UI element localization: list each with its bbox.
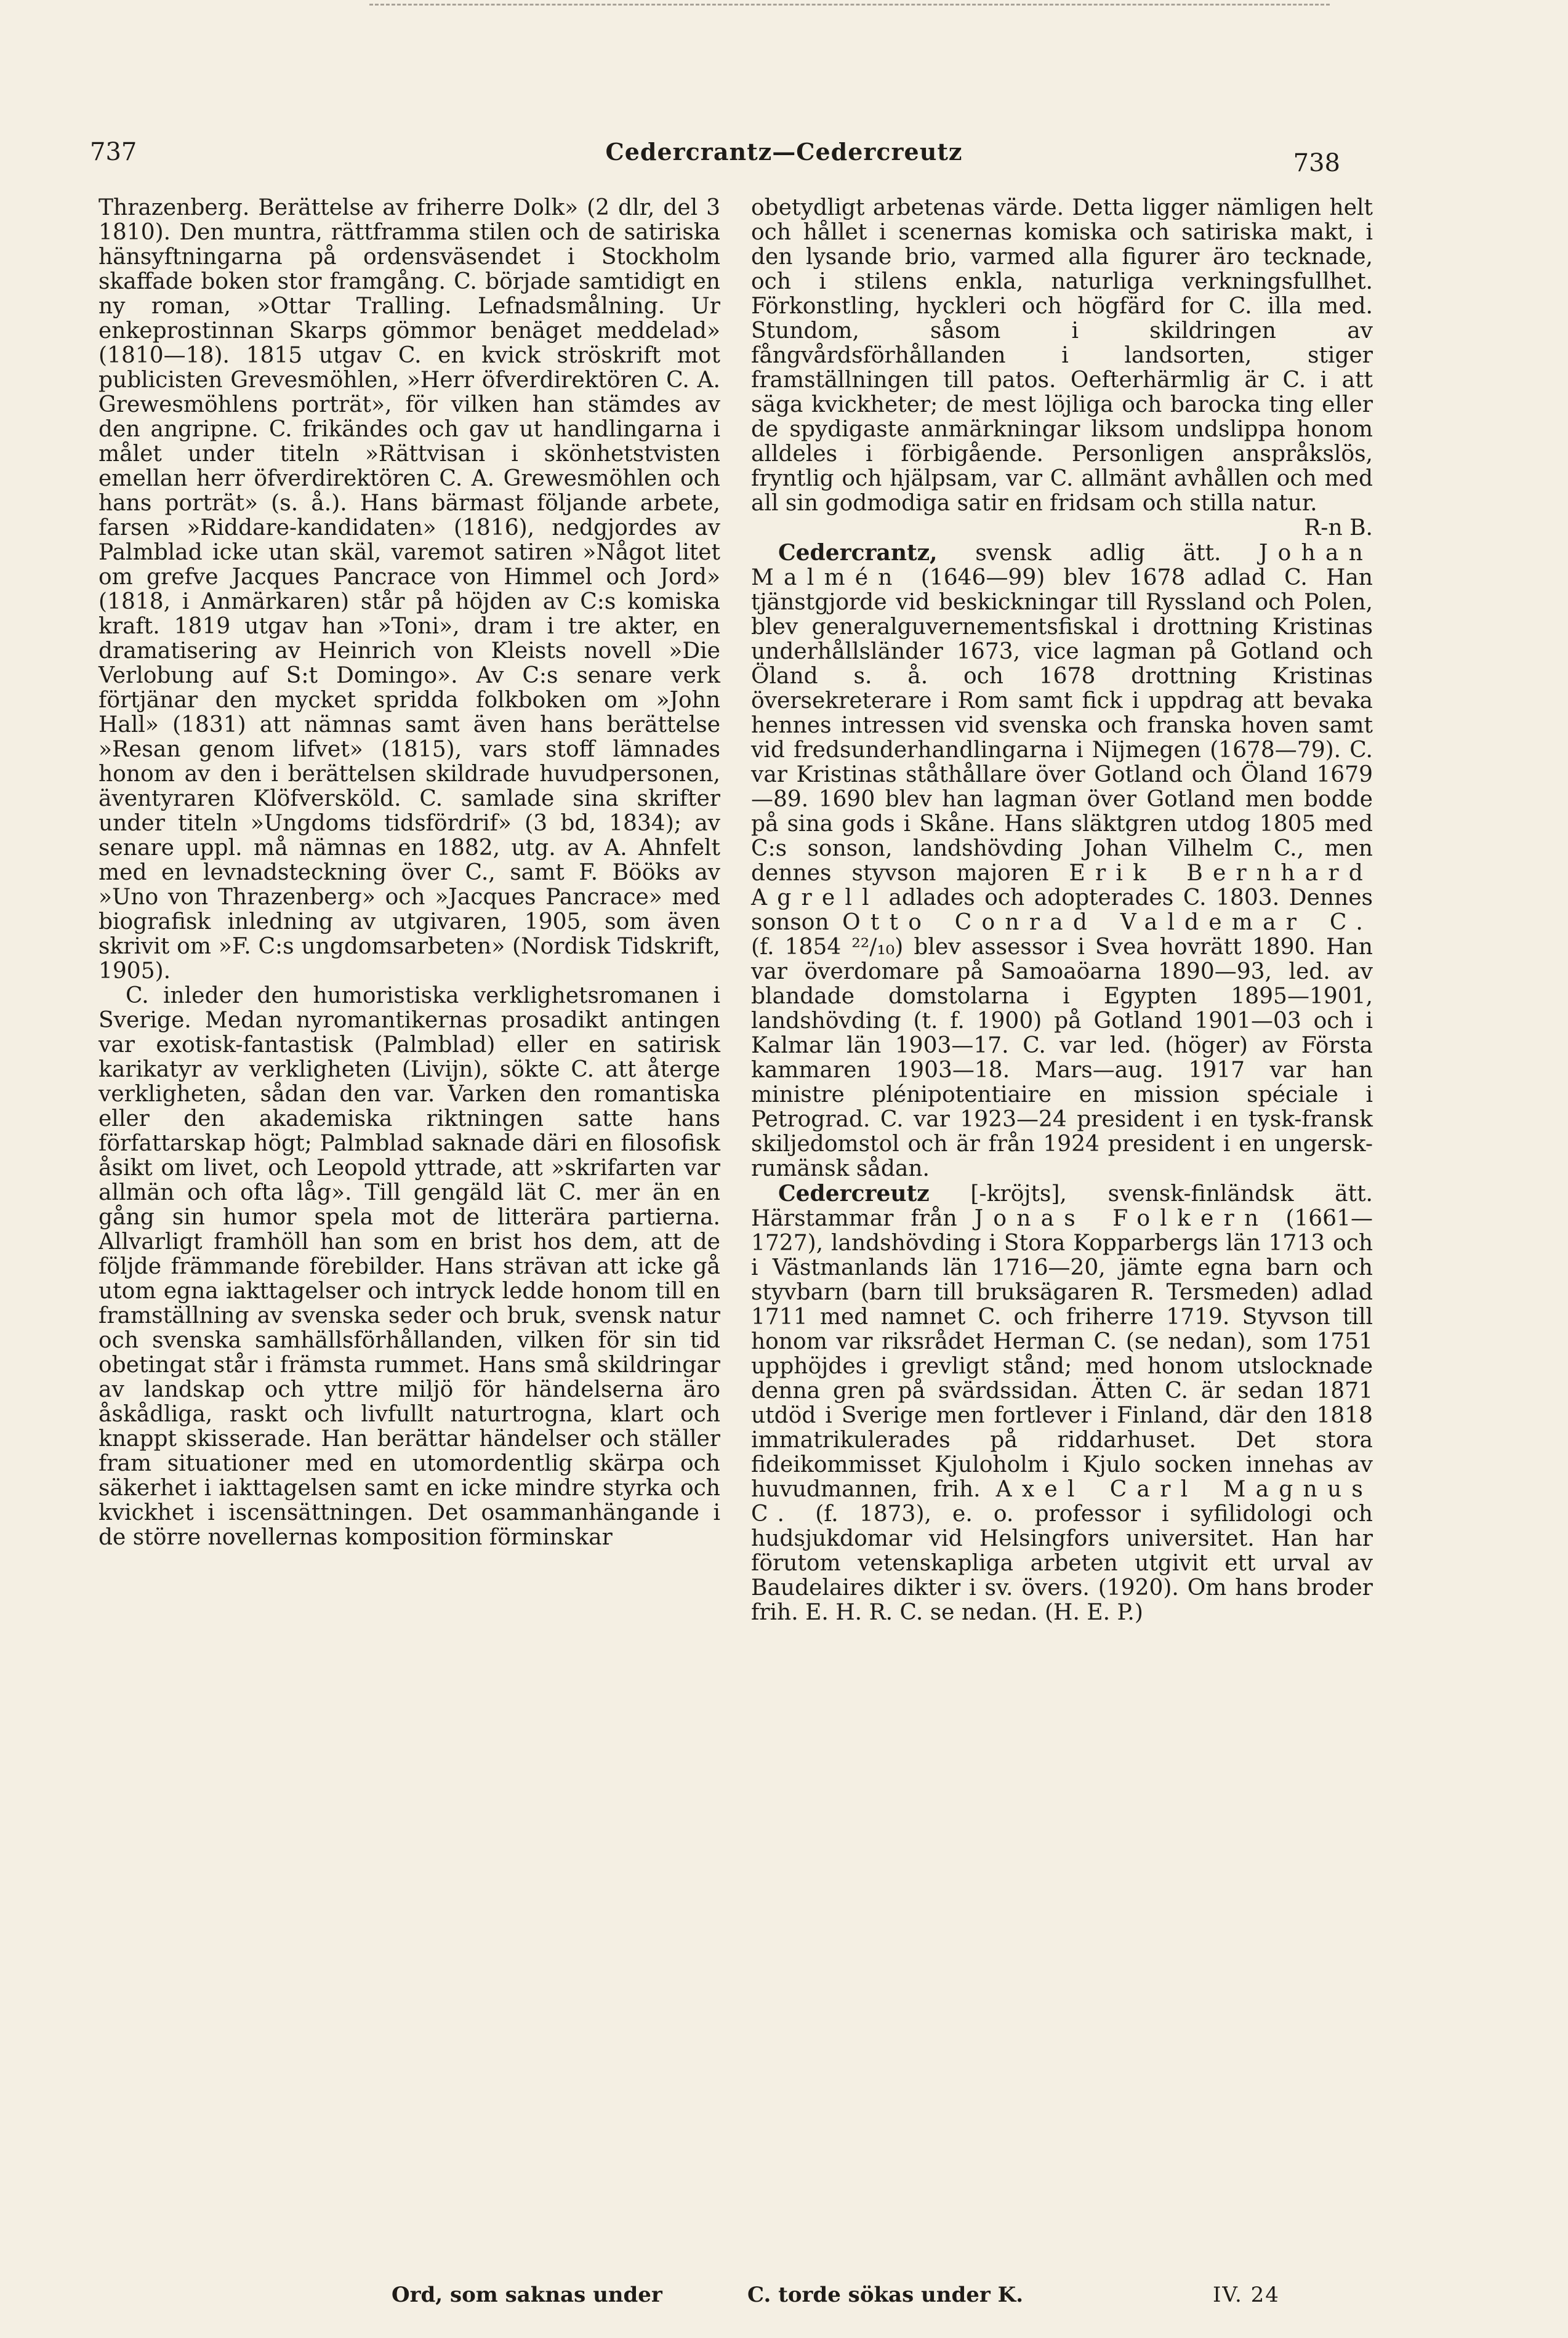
paragraph-humoristiska: C. inleder den humoristiska verklighetsromanen i Sverige. Medan nyromantikernas prosadikt antingen var exotisk-fantastisk (Palmblad) eller en satirisk karikatyr av verkligheten (Livijn), sökte C. att återge verkligheten, sådan den var. Varken den romantiska eller den akademiska riktningen satte hans författarskap högt; Palmblad saknade däri en filosofisk åsikt om livet, och Leopold yttrade, att »skrifarten var allmän och ofta låg». Till gengäld lät C. mer än en gång sin humor spela mot de litterära partierna. Allvarligt framhöll han som en brist hos dem, att de följde främmande förebilder. Hans strävan att icke gå utom egna iakttagelser och intryck ledde honom till en framställning av svenska seder och bruk, svensk natur och svenska samhällsförhållanden, vilken för sin tid obetingat står i främsta rummet. Hans små skildringar av landskap och yttre miljö för händelserna äro åskådliga, raskt och livfullt naturtrogna, klart och knappt skisserade. Han berättar händelser och ställer fram situationer med en utomordentlig skärpa och säkerhet i iakttagelsen samt en icke mindre styrka och kvickhet i iscensättningen. Det osammanhängande i de större novellernas komposition förminskar — [99, 983, 720, 1550]
footer-notice-right: C. torde sökas under K. — [747, 2283, 1024, 2307]
page-header — [0, 138, 1568, 181]
person-name: Johan Malmén — [751, 540, 1373, 590]
running-head: Cedercrantz—Cedercreutz — [605, 138, 963, 166]
entry-text: (f. 1854 ²²/₁₀) blev assessor i Svea hovrätt 1890. Han var överdomare på Samoaöarna 1890—93, led. av blandade domstolarna i Egypten 1895—1901, landshövding (t. f. 1900) på Gotland 1901—03 och i Kalmar län 1903—17. C. var led. (höger) av Första kammaren 1903—18. Mars—aug. 1917 var han ministre plénipotentiaire en mission spéciale i Petrograd. C. var 1923—24 president i en tysk-fransk skiljedomstol och är från 1924 president i en ungersk-rumänsk sådan. — [751, 934, 1373, 1181]
entry-headword: Cedercrantz, — [778, 540, 938, 566]
page-footer — [0, 2283, 1568, 2313]
person-name: Jonas Folkern — [974, 1206, 1269, 1231]
entry-cedercreutz — [751, 1181, 1373, 1625]
entry-cedercrantz — [751, 540, 1373, 1181]
entry-headword: Cedercreutz — [778, 1181, 930, 1207]
entry-text: adlades och adopterades C. 1803. Dennes sonson — [751, 885, 1373, 935]
person-name: Otto Conrad Valdemar C. — [842, 910, 1373, 935]
footer-notice-left: Ord, som saknas under — [392, 2283, 662, 2307]
right-column — [751, 196, 1373, 1625]
entry-text: (1646—99) blev 1678 adlad C. Han tjänstgjorde vid beskickningar till Ryssland och Polen, blev generalguvernementsfiskal i drottning Kristinas underhållsländer 1673, vice lagman på Gotland och Öland s. å. och 1678 drottning Kristinas översekreterare i Rom samt fick i uppdrag att bevaka hennes intressen vid svenska och franska hoven samt vid fredsunderhandlingarna i Nijmegen (1678—79). C. var Kristinas ståthållare över Gotland och Öland 1679—89. 1690 blev han lagman över Gotland men bodde på sina gods i Skåne. Hans släktgren utdog 1805 med C:s sonson, landshövding Johan Vilhelm C., men dennes styvson majoren — [751, 565, 1373, 886]
left-column — [99, 196, 720, 1550]
page-number-right: 738 — [1293, 149, 1340, 177]
volume-signature: IV. 24 — [1213, 2283, 1280, 2307]
entry-text: (1661—1727), landshövding i Stora Kopparbergs län 1713 och i Västmanlands län 1716—20, jämte egna barn och styvbarn (barn till bruksägaren R. Tersmeden) adlad 1711 med namnet C. och friherre 1719. Styvson till honom var riksrådet Herman C. (se nedan), som 1751 upphöjdes i grevligt stånd; med honom utslocknade denna gren på svärdssidan. Ätten C. är sedan 1871 utdöd i Sverige men fortlever i Finland, där den 1818 immatrikulerades på riddarhuset. Det stora fideikommisset Kjuloholm i Kjulo socken innehas av huvudmannen, frih. — [751, 1206, 1373, 1502]
paragraph-text: obetydligt arbetenas värde. Detta ligger nämligen helt och hållet i scenernas komiska och satiriska makt, i den lysande brio, varmed alla figurer äro tecknade, och i stilens enkla, naturliga verkningsfullhet. Förkonstling, hyckleri och högfärd for C. illa med. Stundom, såsom i skildringen av fångvårdsförhållanden i landsorten, stiger framställningen till patos. Oefterhärmlig är C. i att säga kvickheter; de mest löjliga och barocka ting eller de spydigaste anmärkningar liksom undslippa honom alldeles i förbigående. Personligen anspråkslös, fryntlig och hjälpsam, var C. allmänt avhållen och med all sin godmodiga satir en fridsam och stilla natur. — [751, 195, 1373, 516]
entry-text: svensk adlig ätt. — [975, 540, 1221, 566]
paragraph-ottar-tralling: Thrazenberg. Berättelse av friherre Dolk» (2 dlr, del 3 1810). Den muntra, rättframma stilen och de satiriska hänsyftningarna på ordensväsendet i Stockholm skaffade boken stor framgång. C. började samtidigt en ny roman, »Ottar Tralling. Lefnadsmålning. Ur enkeprostinnan Skarps gömmor benäget meddelad» (1810—18). 1815 utgav C. en kvick ströskrift mot publicisten Grevesmöhlen, »Herr öfverdirektören C. A. Grewesmöhlens porträt», för vilken han stämdes av den angripne. C. frikändes och gav ut handlingarna i målet under titeln »Rättvisan i skönhetstvisten emellan herr öfverdirektören C. A. Grewesmöhlen och hans porträt» (s. å.). Hans bärmast följande arbete, farsen »Riddare-kandidaten» (1816), nedgjordes av Palmblad icke utan skäl, varemot satiren »Något litet om grefve Jacques Pancrace von Himmel och Jord» (1818, i Anmärkaren) står på höjden av C:s komiska kraft. 1819 utgav han »Toni», dram i tre akter, en dramatisering av Heinrich von Kleists novell »Die Verlobung auf S:t Domingo». Av C:s senare verk förtjänar den mycket spridda folkboken om »John Hall» (1831) att nämnas samt även hans berättelse »Resan genom lifvet» (1815), vars stoff lämnades honom av den i berättelsen skildrade huvudpersonen, äventyraren Klöfversköld. C. samlade sina skrifter under titeln »Ungdoms tidsfördrif» (3 bd, 1834); av senare uppl. må nämnas en 1882, utg. av A. Ahnfelt med en levnadsteckning över C., samt F. Bööks av »Uno von Thrazenberg» och »Jacques Pancrace» med biografisk inledning av utgivaren, 1905, som även skrivit om »F. C:s ungdomsarbeten» (Nordisk Tidskrift, 1905). — [99, 195, 720, 984]
paragraph-obetydligt — [751, 196, 1373, 540]
top-rule — [369, 4, 1330, 6]
entry-text: [-kröjts], svensk-finländsk ätt. Härstammar från — [751, 1181, 1373, 1231]
person-name: Erik Bernhard Agrell — [751, 861, 1373, 910]
entry-text: (f. 1873), e. o. professor i syfilidologi och hudsjukdomar vid Helsingfors universitet. Han har förutom vetenskapliga arbeten utgivit ett urval av Baudelaires dikter i sv. övers. (1920). Om hans broder frih. E. H. R. C. se nedan. (H. E. P.) — [751, 1501, 1373, 1625]
person-name: Axel Carl Magnus C. — [751, 1477, 1373, 1527]
page-number-left: 737 — [90, 138, 137, 166]
author-signature: R-n B. — [1304, 515, 1373, 540]
